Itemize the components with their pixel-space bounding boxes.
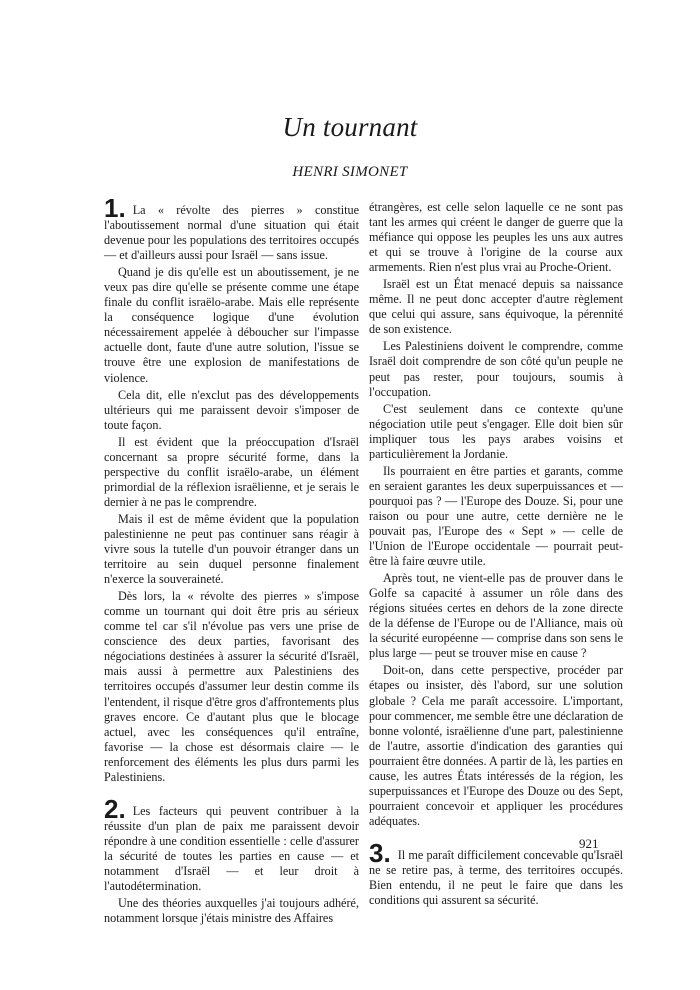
paragraph: Une des théories auxquelles j'ai toujours adhéré, notamment lorsque j'étais ministre des Affaires [104,896,359,926]
paragraph-continued: étrangères, est celle selon laquelle ce ne sont pas tant les armes qui créent le danger de guerre que la méfiance qui oppose les peuples les uns aux autres et qui se trouve à l'origine de la course aux armements. Rien n'est plus vrai au Proche-Orient. [369,200,623,275]
paragraph: Quand je dis qu'elle est un aboutissement, je ne veux pas dire qu'elle se présente comme une étape finale du conflit israëlo-arabe. Mais elle représente la conséquence logique d'une évolution nécessairement appelée à déboucher sur l'impasse actuelle dont, faute d'une autre solution, l'issue se trouve être une explosion de manifestations de violence. [104,265,359,385]
article-title: Un tournant [282,112,418,142]
paragraph: Les Palestiniens doivent le comprendre, comme Israël doit comprendre de son côté qu'un peuple ne peut pas rester, pour toujours, soumis à l'occupation. [369,339,623,399]
paragraph: Israël est un État menacé depuis sa naissance même. Il ne peut donc accepter d'autre règlement que celui qui assure, sans équivoque, la pérennité de son existence. [369,277,623,337]
paragraph: Dès lors, la « révolte des pierres » s'impose comme un tournant qui doit être pris au sérieux comme tel car s'il n'évolue pas vers une prise de conscience des deux parties, favorisant des négociations destinées à assurer la sécurité d'Israël, mais aussi à permettre aux Palestiniens des territoires occupés d'assumer leur destin comme ils l'entendent, il risque d'être gros d'affrontements plus graves encore. Ce d'autant plus que le blocage actuel, avec les conséquences qu'il entraîne, favorise — la chose est désormais claire — le renforcement des éléments les plus durs parmi les Palestiniens. [104,589,359,784]
section-number-3: 3. [369,837,391,868]
section-number-1: 1. [104,193,126,223]
paragraph: Cela dit, elle n'exclut pas des développements ultérieurs qui me paraissent devoir s'imposer de toute façon. [104,387,359,432]
article-author: HENRI SIMONET [292,164,408,180]
left-column [104,193,359,928]
section-2-paragraph-1 [104,793,359,894]
section-1-paragraph-1 [104,193,359,263]
section-number-2: 2. [104,793,126,824]
paragraph: C'est seulement dans ce contexte qu'une négociation utile peut s'engager. Elle doit bien sûr impliquer tous les pays arabes voisins et particulièrement la Jordanie. [369,401,623,461]
paragraph-text: Les facteurs qui peuvent contribuer à la réussite d'un plan de paix me paraissent devoir répondre à une condition essentielle : celle d'assurer la sécurité de toutes les parties en cause — et notamment d'Israël — et leur droit à l'autodétermination. [104,803,359,894]
paragraph-text: Il me paraît difficilement concevable qu'Israël ne se retire pas, à terme, des territoires occupés. Bien entendu, il ne peut le faire que dans les conditions qui assurent sa sécurité. [369,847,623,908]
paragraph: Ils pourraient en être parties et garants, comme en seraient garantes les deux superpuissances et — pourquoi pas ? — l'Europe des Douze. Si, pour une raison ou pour une autre, cette dernière ne le pouvait pas, l'Europe des « Sept » — celle de l'Union de l'Europe occidentale — pourrait peut-être là faire œuvre utile. [369,463,623,569]
right-column [369,200,623,910]
paragraph-text: La « révolte des pierres » constitue l'aboutissement normal d'une situation qui était devenue pour les populations des territoires occupés — et d'ailleurs aussi pour Israël — sans issue. [104,203,359,263]
paragraph: Mais il est de même évident que la population palestinienne ne peut pas continuer sans réagir à vivre sous la tutelle d'un pouvoir étranger dans un territoire au sein duquel personne finalement n'exerce la souveraineté. [104,511,359,587]
paragraph: Doit-on, dans cette perspective, procéder par étapes ou insister, dès l'abord, sur une solution globale ? Cela me paraît accessoire. L'important, pour commencer, me semble être une déclaration de bonne volonté, israëlienne d'une part, palestinienne de l'autre, assortie d'indication des garanties qui pourraient être données. A partir de là, les parties en cause, les autres États intéressés de la région, les superpuissances et l'Europe des Douze ou des Sept, pourraient concevoir et appliquer les procédures adéquates. [369,663,623,828]
paragraph: Il est évident que la préoccupation d'Israël concernant sa propre sécurité forme, dans la perspective du conflit israëlo-arabe, un élément primordial de la réflexion israëlienne, et je serais le dernier à ne pas le comprendre. [104,434,359,509]
paragraph: Après tout, ne vient-elle pas de prouver dans le Golfe sa capacité à assumer un rôle dans des régions situées certes en dehors de la zone directe de la défense de l'Europe ou de l'Alliance, mais où la sécurité européenne — comprise dans son sens le plus large — peut se trouver mise en cause ? [369,571,623,661]
page-number: 921 [579,836,599,851]
